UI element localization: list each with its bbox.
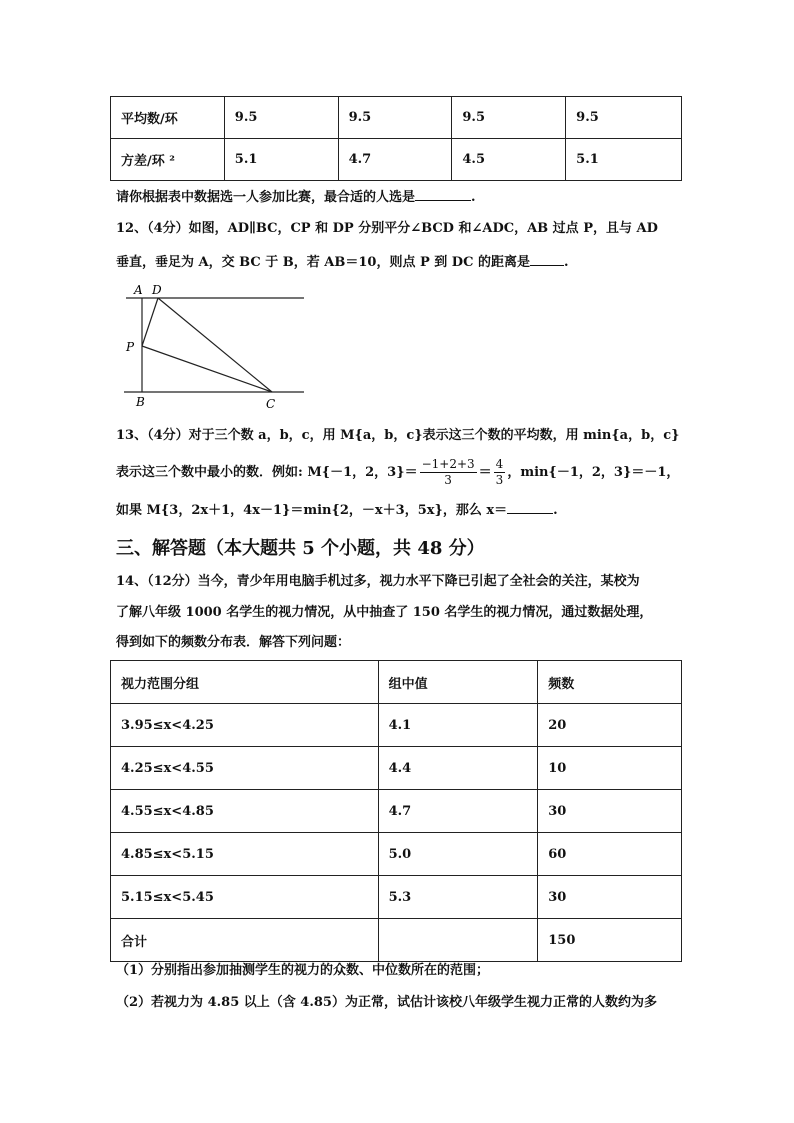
text: 如果 M{3，2x＋1，4x－1}＝min{2，－x＋3，5x}，那么 x＝ [116,503,508,518]
text: ，min{－1，2，3}＝－1， [507,465,680,480]
table-row [111,876,682,919]
question-13-line-1: 13、（4分）对于三个数 a，b，c，用 M{a，b，c}表示这三个数的平均数，用 min{a，b，c} [116,428,680,443]
table-cell: 30 [538,790,682,833]
score-stats-table [110,96,682,181]
question-13-line-3 [116,501,558,520]
question-14-line-3: 得到如下的频数分布表．解答下列问题： [116,635,351,650]
table-cell: 9.5 [224,97,338,139]
answer-blank [507,501,553,514]
question-12-line-1: 12、（4分）如图，AD∥BC，CP 和 DP 分别平分∠BCD 和∠ADC，AB 过点 P，且与 AD [116,221,658,236]
row-label: 平均数/环 [111,97,225,139]
text: 表示这三个数中最小的数．例如: M{－1，2，3}＝ [116,465,418,480]
table-row [111,704,682,747]
table-cell: 合计 [111,919,379,962]
table-cell: 4.85≤x<5.15 [111,833,379,876]
numerator: 4 [495,457,504,471]
question-13-line-2 [116,456,679,490]
text: ＝ [478,465,492,480]
answer-blank [530,253,564,266]
label-b: B [136,395,145,409]
segment-pc [142,346,272,392]
fraction [420,457,477,488]
table-cell: 4.7 [338,139,452,181]
row-label: 方差/环 ² [111,139,225,181]
question-14-sub-2: （2）若视力为 4.85 以上（含 4.85）为正常，试估计该校八年级学生视力正常的人数约为多 [116,995,657,1010]
table-cell: 60 [538,833,682,876]
text: . [471,190,476,205]
table-cell: 9.5 [452,97,566,139]
table-cell: 20 [538,704,682,747]
question-14-line-2: 了解八年级 1000 名学生的视力情况，从中抽查了 150 名学生的视力情况，通过数据处理， [116,605,653,620]
table-cell: 4.55≤x<4.85 [111,790,379,833]
text: . [553,503,558,518]
table-row [111,97,682,139]
column-header: 视力范围分组 [111,661,379,704]
question-11-text [116,188,476,207]
section-title: 三、解答题（本大题共 5 个小题，共 48 分） [116,538,485,559]
table-cell: 4.4 [378,747,538,790]
denominator: 3 [444,473,452,487]
table-row [111,747,682,790]
table-cell: 3.95≤x<4.25 [111,704,379,747]
text: . [563,255,569,270]
label-d: D [152,283,162,297]
table-row [111,790,682,833]
denominator: 3 [495,473,504,487]
column-header: 组中值 [378,661,538,704]
table-row [111,833,682,876]
table-header-row [111,661,682,704]
table-cell: 5.0 [378,833,538,876]
table-cell [378,919,538,962]
table-cell: 9.5 [338,97,452,139]
table-total-row [111,919,682,962]
text: 请你根据表中数据选一人参加比赛，最合适的人选是 [116,190,416,205]
column-header: 频数 [538,661,682,704]
table-cell: 4.1 [378,704,538,747]
label-p: P [126,340,135,354]
segment-dc [158,298,272,392]
question-14-sub-1: （1）分别指出参加抽测学生的视力的众数、中位数所在的范围； [116,963,490,978]
geometry-figure [112,280,312,414]
table-cell: 5.1 [224,139,338,181]
table-cell: 30 [538,876,682,919]
segment-pd [142,298,158,346]
table-cell: 5.1 [566,139,682,181]
fraction [494,457,506,488]
table-cell: 150 [538,919,682,962]
question-14-line-1: 14、（12分）当今，青少年用电脑手机过多，视力水平下降已引起了全社会的关注，某校为 [116,574,640,589]
label-a: A [134,283,143,297]
table-cell: 4.7 [378,790,538,833]
table-cell: 5.3 [378,876,538,919]
table-cell: 10 [538,747,682,790]
table-row [111,139,682,181]
table-cell: 4.25≤x<4.55 [111,747,379,790]
text: 垂直，垂足为 A，交 BC 于 B，若 AB＝10，则点 P 到 DC 的距离是 [116,255,530,270]
numerator: −1+2+3 [421,457,475,471]
question-12-line-2 [116,253,568,272]
label-c: C [266,397,276,411]
answer-blank [415,188,471,201]
table-cell: 4.5 [452,139,566,181]
frequency-table [110,660,682,962]
table-cell: 9.5 [566,97,682,139]
table-cell: 5.15≤x<5.45 [111,876,379,919]
